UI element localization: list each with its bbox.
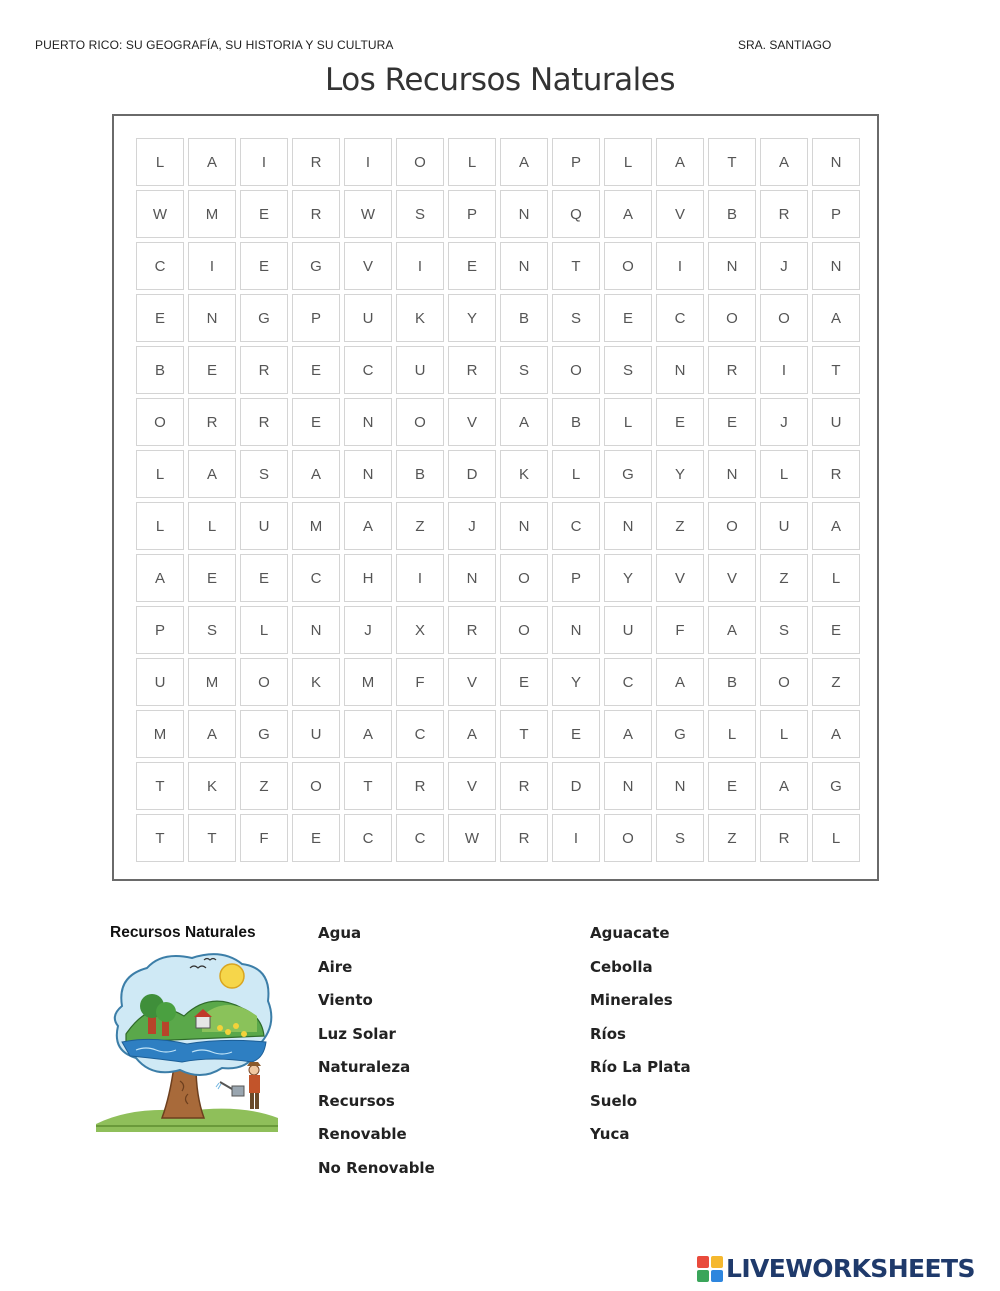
word-list-item: Naturaleza xyxy=(318,1058,411,1076)
word-list-item: Minerales xyxy=(590,991,673,1009)
grid-cell[interactable]: M xyxy=(136,710,184,758)
grid-cell[interactable]: O xyxy=(396,398,444,446)
grid-cell[interactable]: E xyxy=(240,554,288,602)
grid-cell[interactable]: E xyxy=(240,190,288,238)
grid-cell[interactable]: N xyxy=(604,502,652,550)
grid-cell[interactable]: C xyxy=(344,814,392,862)
grid-cell[interactable]: R xyxy=(240,398,288,446)
grid-cell[interactable]: B xyxy=(396,450,444,498)
grid-cell[interactable]: K xyxy=(188,762,236,810)
grid-cell[interactable]: E xyxy=(292,346,340,394)
grid-cell[interactable]: O xyxy=(500,554,548,602)
grid-cell[interactable]: N xyxy=(656,346,704,394)
grid-cell[interactable]: L xyxy=(448,138,496,186)
grid-cell[interactable]: M xyxy=(344,658,392,706)
grid-cell[interactable]: O xyxy=(604,814,652,862)
grid-cell[interactable]: S xyxy=(240,450,288,498)
grid-cell[interactable]: P xyxy=(552,138,600,186)
grid-cell[interactable]: L xyxy=(136,502,184,550)
grid-cell[interactable]: A xyxy=(760,762,808,810)
grid-cell[interactable]: U xyxy=(136,658,184,706)
grid-cell[interactable]: P xyxy=(812,190,860,238)
grid-cell[interactable]: K xyxy=(396,294,444,342)
grid-cell[interactable]: Y xyxy=(656,450,704,498)
grid-cell[interactable]: F xyxy=(656,606,704,654)
grid-cell[interactable]: L xyxy=(188,502,236,550)
grid-cell[interactable]: J xyxy=(760,398,808,446)
grid-cell[interactable]: B xyxy=(136,346,184,394)
grid-cell[interactable]: E xyxy=(188,554,236,602)
grid-cell[interactable]: E xyxy=(136,294,184,342)
grid-cell[interactable]: V xyxy=(448,762,496,810)
grid-cell[interactable]: A xyxy=(656,138,704,186)
word-list-item: Aguacate xyxy=(590,924,670,942)
grid-cell[interactable]: U xyxy=(292,710,340,758)
grid-cell[interactable]: N xyxy=(448,554,496,602)
grid-cell[interactable]: C xyxy=(396,814,444,862)
grid-cell[interactable]: A xyxy=(500,398,548,446)
grid-cell[interactable]: A xyxy=(188,450,236,498)
grid-cell[interactable]: U xyxy=(760,502,808,550)
grid-cell[interactable]: T xyxy=(136,814,184,862)
word-search-grid xyxy=(134,136,862,864)
grid-cell[interactable]: R xyxy=(812,450,860,498)
grid-cell[interactable]: Q xyxy=(552,190,600,238)
liveworksheets-logo[interactable] xyxy=(697,1254,975,1283)
grid-cell[interactable]: P xyxy=(552,554,600,602)
grid-cell[interactable]: O xyxy=(604,242,652,290)
grid-cell[interactable]: V xyxy=(656,554,704,602)
grid-cell[interactable]: N xyxy=(812,242,860,290)
grid-cell[interactable]: E xyxy=(188,346,236,394)
grid-cell[interactable]: H xyxy=(344,554,392,602)
grid-cell[interactable]: B xyxy=(552,398,600,446)
grid-cell[interactable]: S xyxy=(656,814,704,862)
word-list-item: Recursos xyxy=(318,1091,395,1110)
grid-cell[interactable]: S xyxy=(552,294,600,342)
grid-cell[interactable]: E xyxy=(552,710,600,758)
grid-cell[interactable]: F xyxy=(240,814,288,862)
header-teacher-name: SRA. SANTIAGO xyxy=(738,38,832,52)
grid-cell[interactable]: R xyxy=(760,814,808,862)
grid-cell[interactable]: V xyxy=(448,398,496,446)
grid-cell[interactable]: L xyxy=(812,814,860,862)
grid-cell[interactable]: E xyxy=(812,606,860,654)
grid-cell[interactable]: C xyxy=(344,346,392,394)
grid-cell[interactable]: N xyxy=(344,450,392,498)
grid-cell[interactable]: X xyxy=(396,606,444,654)
liveworksheets-logo-text: LIVEWORKSHEETS xyxy=(726,1254,975,1283)
grid-cell[interactable]: N xyxy=(708,242,756,290)
grid-cell[interactable]: L xyxy=(552,450,600,498)
grid-cell[interactable]: O xyxy=(240,658,288,706)
grid-cell[interactable]: Z xyxy=(708,814,756,862)
grid-cell[interactable]: A xyxy=(604,710,652,758)
grid-cell[interactable]: L xyxy=(812,554,860,602)
grid-cell[interactable]: A xyxy=(136,554,184,602)
grid-cell[interactable]: R xyxy=(708,346,756,394)
grid-cell[interactable]: G xyxy=(240,294,288,342)
grid-cell[interactable]: E xyxy=(292,814,340,862)
grid-cell[interactable]: N xyxy=(500,190,548,238)
grid-cell[interactable]: B xyxy=(500,294,548,342)
grid-cell[interactable]: E xyxy=(500,658,548,706)
grid-cell[interactable]: Y xyxy=(448,294,496,342)
grid-cell[interactable]: T xyxy=(812,346,860,394)
grid-cell[interactable]: R xyxy=(188,398,236,446)
grid-cell[interactable]: I xyxy=(396,554,444,602)
grid-cell[interactable]: E xyxy=(656,398,704,446)
grid-cell[interactable]: N xyxy=(552,606,600,654)
grid-cell[interactable]: O xyxy=(552,346,600,394)
grid-cell[interactable]: W xyxy=(344,190,392,238)
grid-cell[interactable]: O xyxy=(292,762,340,810)
grid-cell[interactable]: U xyxy=(240,502,288,550)
grid-cell[interactable]: P xyxy=(292,294,340,342)
grid-cell[interactable]: Z xyxy=(396,502,444,550)
grid-cell[interactable]: O xyxy=(708,502,756,550)
word-list-item: Luz Solar xyxy=(318,1024,396,1043)
grid-cell[interactable]: T xyxy=(188,814,236,862)
grid-cell[interactable]: L xyxy=(136,450,184,498)
grid-cell[interactable]: N xyxy=(292,606,340,654)
grid-cell[interactable]: N xyxy=(708,450,756,498)
grid-cell[interactable]: A xyxy=(708,606,756,654)
grid-cell[interactable]: L xyxy=(604,138,652,186)
grid-cell[interactable]: O xyxy=(708,294,756,342)
word-list-item: Viento xyxy=(318,991,373,1009)
grid-cell[interactable]: I xyxy=(656,242,704,290)
grid-cell[interactable]: L xyxy=(240,606,288,654)
word-list-title: Recursos Naturales xyxy=(110,924,256,941)
grid-cell[interactable]: I xyxy=(760,346,808,394)
grid-cell[interactable]: K xyxy=(292,658,340,706)
grid-cell[interactable]: S xyxy=(760,606,808,654)
grid-cell[interactable]: I xyxy=(396,242,444,290)
grid-cell[interactable]: S xyxy=(188,606,236,654)
grid-cell[interactable]: A xyxy=(448,710,496,758)
nature-tree-illustration xyxy=(92,946,282,1136)
grid-cell[interactable]: P xyxy=(136,606,184,654)
grid-cell[interactable]: B xyxy=(708,190,756,238)
grid-cell[interactable]: Z xyxy=(240,762,288,810)
grid-cell[interactable]: I xyxy=(188,242,236,290)
grid-cell[interactable]: U xyxy=(812,398,860,446)
grid-cell[interactable]: R xyxy=(396,762,444,810)
grid-cell[interactable]: A xyxy=(188,710,236,758)
grid-cell[interactable]: E xyxy=(448,242,496,290)
grid-cell[interactable]: W xyxy=(136,190,184,238)
grid-cell[interactable]: C xyxy=(396,710,444,758)
grid-cell[interactable]: Z xyxy=(656,502,704,550)
grid-cell[interactable]: Y xyxy=(552,658,600,706)
grid-cell[interactable]: S xyxy=(604,346,652,394)
grid-cell[interactable]: T xyxy=(500,710,548,758)
grid-cell[interactable]: L xyxy=(604,398,652,446)
grid-cell[interactable]: Z xyxy=(760,554,808,602)
grid-cell[interactable]: A xyxy=(188,138,236,186)
grid-cell[interactable]: O xyxy=(396,138,444,186)
grid-cell[interactable]: G xyxy=(812,762,860,810)
grid-cell[interactable]: N xyxy=(500,242,548,290)
grid-cell[interactable]: S xyxy=(500,346,548,394)
grid-cell[interactable]: A xyxy=(812,294,860,342)
grid-cell[interactable]: L xyxy=(760,710,808,758)
grid-cell[interactable]: I xyxy=(240,138,288,186)
word-list-item: Agua xyxy=(318,924,362,942)
grid-cell[interactable]: O xyxy=(760,658,808,706)
grid-cell[interactable]: E xyxy=(292,398,340,446)
grid-cell[interactable]: C xyxy=(292,554,340,602)
grid-cell[interactable]: A xyxy=(604,190,652,238)
grid-cell[interactable]: J xyxy=(344,606,392,654)
grid-cell[interactable]: O xyxy=(760,294,808,342)
grid-cell[interactable]: Z xyxy=(812,658,860,706)
grid-cell[interactable]: J xyxy=(760,242,808,290)
grid-cell[interactable]: E xyxy=(708,762,756,810)
grid-cell[interactable]: A xyxy=(812,710,860,758)
grid-cell[interactable]: S xyxy=(396,190,444,238)
grid-cell[interactable]: L xyxy=(136,138,184,186)
grid-cell[interactable]: Y xyxy=(604,554,652,602)
grid-cell[interactable]: I xyxy=(552,814,600,862)
grid-cell[interactable]: E xyxy=(604,294,652,342)
grid-cell[interactable]: J xyxy=(448,502,496,550)
grid-cell[interactable]: N xyxy=(656,762,704,810)
header-course-title: PUERTO RICO: SU GEOGRAFÍA, SU HISTORIA Y SU CULTURA xyxy=(35,38,394,52)
grid-cell[interactable]: O xyxy=(136,398,184,446)
grid-cell[interactable]: N xyxy=(188,294,236,342)
grid-cell[interactable]: N xyxy=(500,502,548,550)
grid-cell[interactable]: A xyxy=(292,450,340,498)
grid-cell[interactable]: T xyxy=(708,138,756,186)
grid-cell[interactable]: I xyxy=(344,138,392,186)
word-list-item: Suelo xyxy=(590,1091,638,1110)
grid-cell[interactable]: D xyxy=(552,762,600,810)
grid-cell[interactable]: C xyxy=(136,242,184,290)
grid-cell[interactable]: G xyxy=(292,242,340,290)
grid-cell[interactable]: B xyxy=(708,658,756,706)
grid-cell[interactable]: V xyxy=(344,242,392,290)
word-list-item: Aire xyxy=(318,957,353,976)
grid-cell[interactable]: T xyxy=(136,762,184,810)
word-list-item: No Renovable xyxy=(318,1158,435,1177)
grid-cell[interactable]: T xyxy=(552,242,600,290)
grid-cell[interactable]: M xyxy=(188,190,236,238)
grid-cell[interactable]: E xyxy=(240,242,288,290)
page-title: Los Recursos Naturales xyxy=(324,62,676,98)
grid-cell[interactable]: M xyxy=(188,658,236,706)
word-list-item: Río La Plata xyxy=(590,1058,691,1076)
grid-cell[interactable]: F xyxy=(396,658,444,706)
grid-cell[interactable]: R xyxy=(760,190,808,238)
grid-cell[interactable]: L xyxy=(760,450,808,498)
grid-cell[interactable]: P xyxy=(448,190,496,238)
grid-cell[interactable]: A xyxy=(812,502,860,550)
grid-cell[interactable]: W xyxy=(448,814,496,862)
grid-cell[interactable]: A xyxy=(344,502,392,550)
grid-cell[interactable]: E xyxy=(708,398,756,446)
grid-cell[interactable]: C xyxy=(552,502,600,550)
grid-cell[interactable]: A xyxy=(656,658,704,706)
grid-cell[interactable]: R xyxy=(240,346,288,394)
word-list-item: Ríos xyxy=(590,1024,626,1043)
word-list-column-1 xyxy=(318,922,435,1190)
grid-cell[interactable]: U xyxy=(344,294,392,342)
grid-cell[interactable]: A xyxy=(760,138,808,186)
word-list-item: Yuca xyxy=(590,1125,630,1143)
word-list-item: Cebolla xyxy=(590,957,653,976)
grid-cell[interactable]: A xyxy=(344,710,392,758)
grid-cell[interactable]: R xyxy=(448,346,496,394)
grid-cell[interactable]: N xyxy=(812,138,860,186)
grid-cell[interactable]: R xyxy=(448,606,496,654)
grid-cell[interactable]: T xyxy=(344,762,392,810)
grid-cell[interactable]: V xyxy=(708,554,756,602)
grid-cell[interactable]: U xyxy=(604,606,652,654)
word-list-column-2 xyxy=(590,922,691,1157)
word-list-item: Renovable xyxy=(318,1125,407,1143)
grid-cell[interactable]: G xyxy=(656,710,704,758)
grid-cell[interactable]: N xyxy=(604,762,652,810)
liveworksheets-logo-icon xyxy=(697,1256,723,1282)
grid-cell[interactable]: L xyxy=(708,710,756,758)
grid-cell[interactable]: C xyxy=(656,294,704,342)
grid-cell[interactable]: C xyxy=(604,658,652,706)
grid-cell[interactable]: D xyxy=(448,450,496,498)
grid-cell[interactable]: A xyxy=(500,138,548,186)
grid-cell[interactable]: K xyxy=(500,450,548,498)
grid-cell[interactable]: M xyxy=(292,502,340,550)
grid-cell[interactable]: R xyxy=(292,138,340,186)
grid-cell[interactable]: O xyxy=(500,606,548,654)
grid-cell[interactable]: N xyxy=(344,398,392,446)
grid-cell[interactable]: R xyxy=(292,190,340,238)
grid-cell[interactable]: V xyxy=(656,190,704,238)
grid-cell[interactable]: U xyxy=(396,346,444,394)
grid-cell[interactable]: G xyxy=(240,710,288,758)
grid-cell[interactable]: R xyxy=(500,814,548,862)
grid-cell[interactable]: G xyxy=(604,450,652,498)
grid-cell[interactable]: V xyxy=(448,658,496,706)
grid-cell[interactable]: R xyxy=(500,762,548,810)
